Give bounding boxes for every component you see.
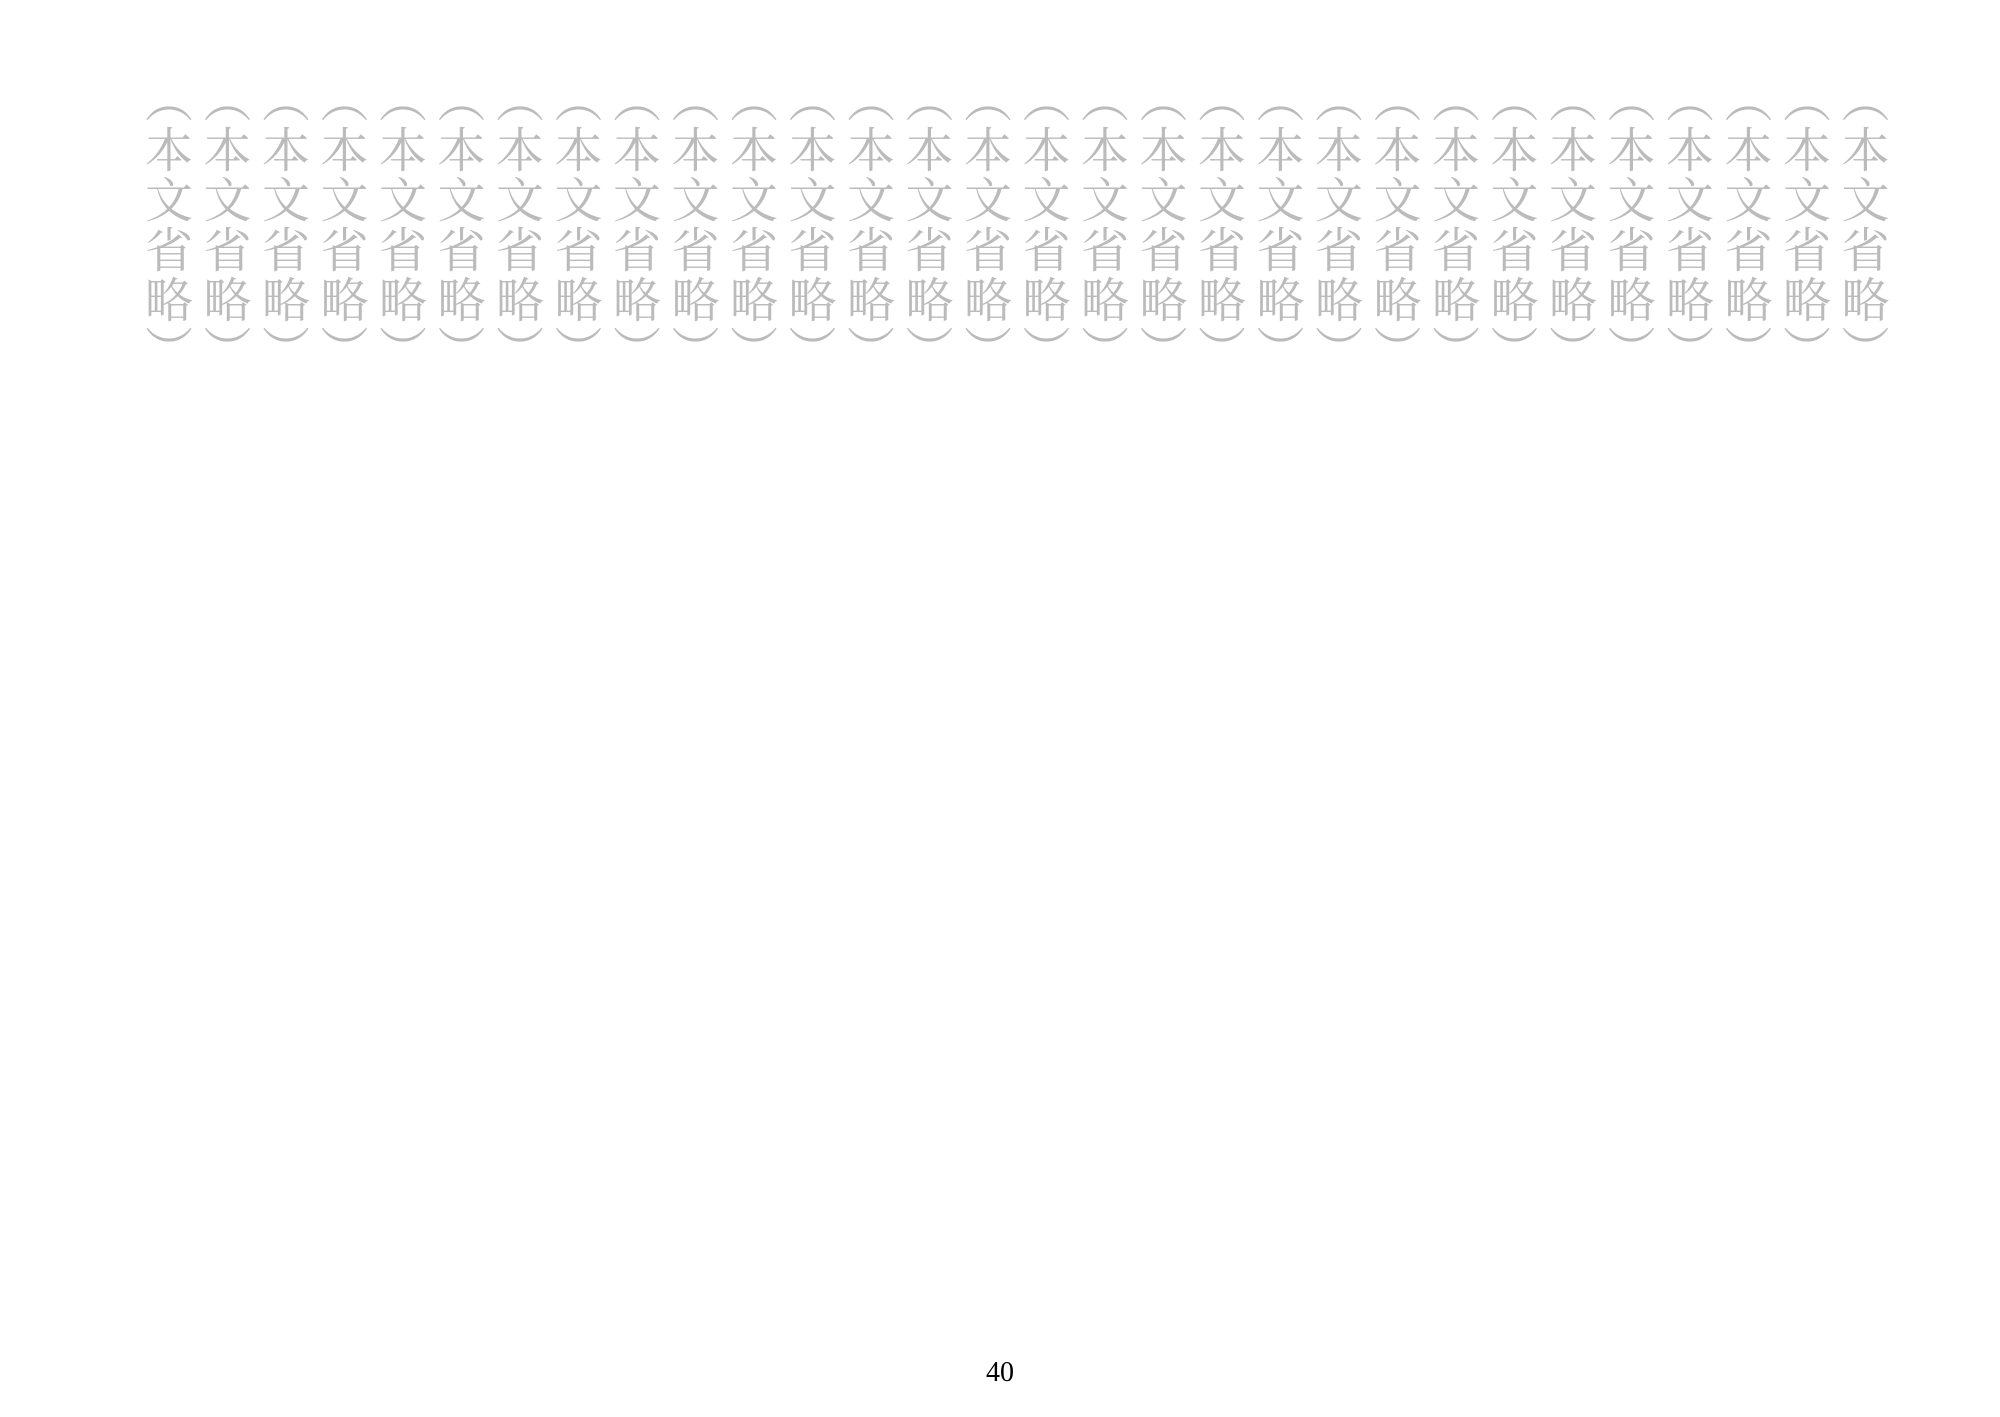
text-column: （本文省略） bbox=[1716, 75, 1772, 375]
text-column: （本文省略） bbox=[1833, 75, 1889, 375]
text-column: （本文省略） bbox=[1774, 75, 1831, 375]
text-column: （本文省略） bbox=[487, 75, 544, 375]
text-column: （本文省略） bbox=[136, 75, 193, 375]
text-column: （本文省略） bbox=[370, 75, 427, 375]
text-column: （本文省略） bbox=[1540, 75, 1597, 375]
text-column: （本文省略） bbox=[1072, 75, 1129, 375]
text-column: （本文省略） bbox=[1423, 75, 1480, 375]
text-column: （本文省略） bbox=[253, 75, 310, 375]
text-column: （本文省略） bbox=[312, 75, 368, 375]
text-column: （本文省略） bbox=[1657, 75, 1714, 375]
text-column: （本文省略） bbox=[663, 75, 719, 375]
text-column: （本文省略） bbox=[546, 75, 602, 375]
text-column: （本文省略） bbox=[1482, 75, 1538, 375]
text-column: （本文省略） bbox=[195, 75, 251, 375]
text-column: （本文省略） bbox=[780, 75, 836, 375]
text-column: （本文省略） bbox=[1248, 75, 1304, 375]
text-column: （本文省略） bbox=[897, 75, 953, 375]
text-column: （本文省略） bbox=[721, 75, 778, 375]
text-column: （本文省略） bbox=[1365, 75, 1421, 375]
text-column: （本文省略） bbox=[1189, 75, 1246, 375]
text-column: （本文省略） bbox=[429, 75, 485, 375]
text-column: （本文省略） bbox=[1599, 75, 1655, 375]
text-column: （本文省略） bbox=[955, 75, 1012, 375]
page-number: 40 bbox=[986, 1357, 1014, 1388]
vertical-body-text bbox=[110, 75, 1890, 1315]
text-column: （本文省略） bbox=[1131, 75, 1187, 375]
text-column: （本文省略） bbox=[1306, 75, 1363, 375]
text-column: （本文省略） bbox=[838, 75, 895, 375]
text-column: （本文省略） bbox=[1014, 75, 1070, 375]
text-column: （本文省略） bbox=[604, 75, 661, 375]
